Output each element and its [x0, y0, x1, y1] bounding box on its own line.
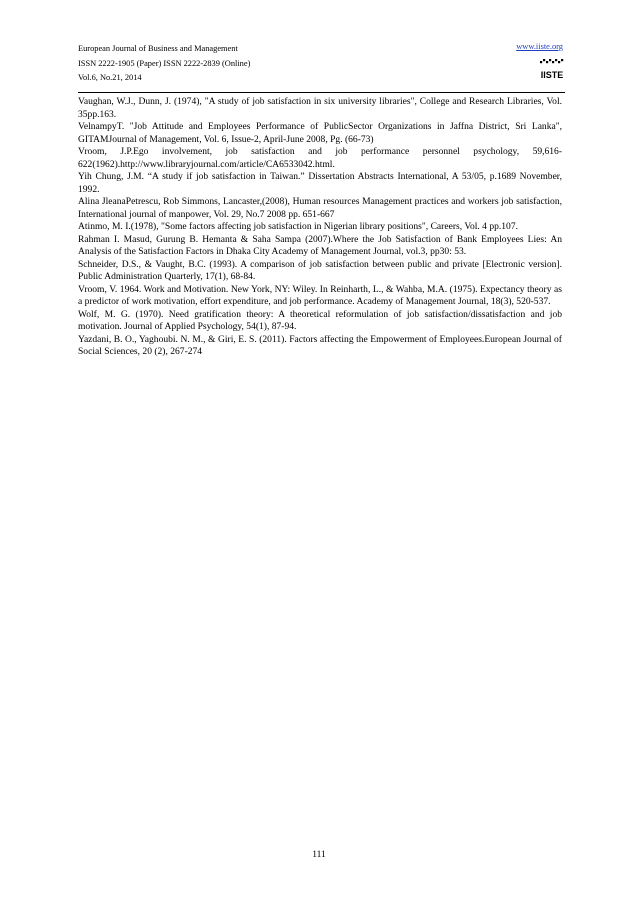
reference-item: Schneider, D.S., & Vaught, B.C. (1993). A comparison of job satisfaction between public and private [Electronic version]. Public Administration Quarterly, 17(1), 68-84.	[78, 258, 562, 282]
reference-item: Vroom, V. 1964. Work and Motivation. New York, NY: Wiley. In Reinharth, L., & Wahba, M.A. (1975). Expectancy theory as a predictor of work motivation, effort expenditure, and job performance. Academy of Management Journal, 18(3), 520-537.	[78, 283, 562, 307]
journal-title: European Journal of Business and Management	[78, 44, 238, 53]
reference-item: Alina JleanaPetrescu, Rob Simmons, Lancaster,(2008), Human resources Management practices and workers job satisfaction, International journal of manpower, Vol. 29, No.7 2008 pp. 651-667	[78, 196, 562, 220]
page-number: 111	[312, 850, 326, 860]
iiste-logo-icon	[539, 58, 565, 82]
reference-list	[78, 96, 562, 359]
reference-item: Vaughan, W.J., Dunn, J. (1974), "A study of job satisfaction in six university libraries", College and Research Libraries, Vol. 35pp.163.	[78, 96, 562, 120]
volume-line: Vol.6, No.21, 2014	[78, 73, 142, 82]
journal-url-link[interactable]: www.iiste.org	[516, 42, 563, 51]
reference-item: Wolf, M. G. (1970). Need gratification theory: A theoretical reformulation of job satisfaction/dissatisfaction and job motivation. Journal of Applied Psychology, 54(1), 87-94.	[78, 308, 562, 332]
reference-item: Vroom, J.P.Ego involvement, job satisfaction and job performance personnel psychology, 59,616-622(1962).http://www.libraryjournal.com/article/CA6533042.html.	[78, 146, 562, 170]
reference-item: Yazdani, B. O., Yaghoubi. N. M., & Giri, E. S. (2011). Factors affecting the Empowerment of Employees.European Journal of Social Sciences, 20 (2), 267-274	[78, 333, 562, 357]
svg-text:IISTE: IISTE	[540, 70, 564, 80]
reference-item: Yih Chung, J.M. “A study if job satisfaction in Taiwan.” Dissertation Abstracts International, A 53/05, p.1689 November, 1992.	[78, 171, 562, 195]
reference-item: Rahman I. Masud, Gurung B. Hemanta & Saha Sampa (2007).Where the Job Satisfaction of Bank Employees Lies: An Analysis of the Satisfaction Factors in Dhaka City Academy of Management Journal, vol.3, pp30: 53.	[78, 233, 562, 257]
reference-item: VelnampyT. "Job Attitude and Employees Performance of PublicSector Organizations in Jaffna District, Sri Lanka", GITAMJournal of Management, Vol. 6, Issue-2, April-June 2008, Pg. (66-73)	[78, 121, 562, 145]
issn-line: ISSN 2222-1905 (Paper) ISSN 2222-2839 (Online)	[78, 58, 251, 68]
header-divider	[78, 92, 565, 93]
page-header	[78, 42, 565, 90]
reference-item: Atinmo, M. I.(1978), "Some factors affecting job satisfaction in Nigerian library positions", Careers, Vol. 4 pp.107.	[78, 221, 518, 232]
